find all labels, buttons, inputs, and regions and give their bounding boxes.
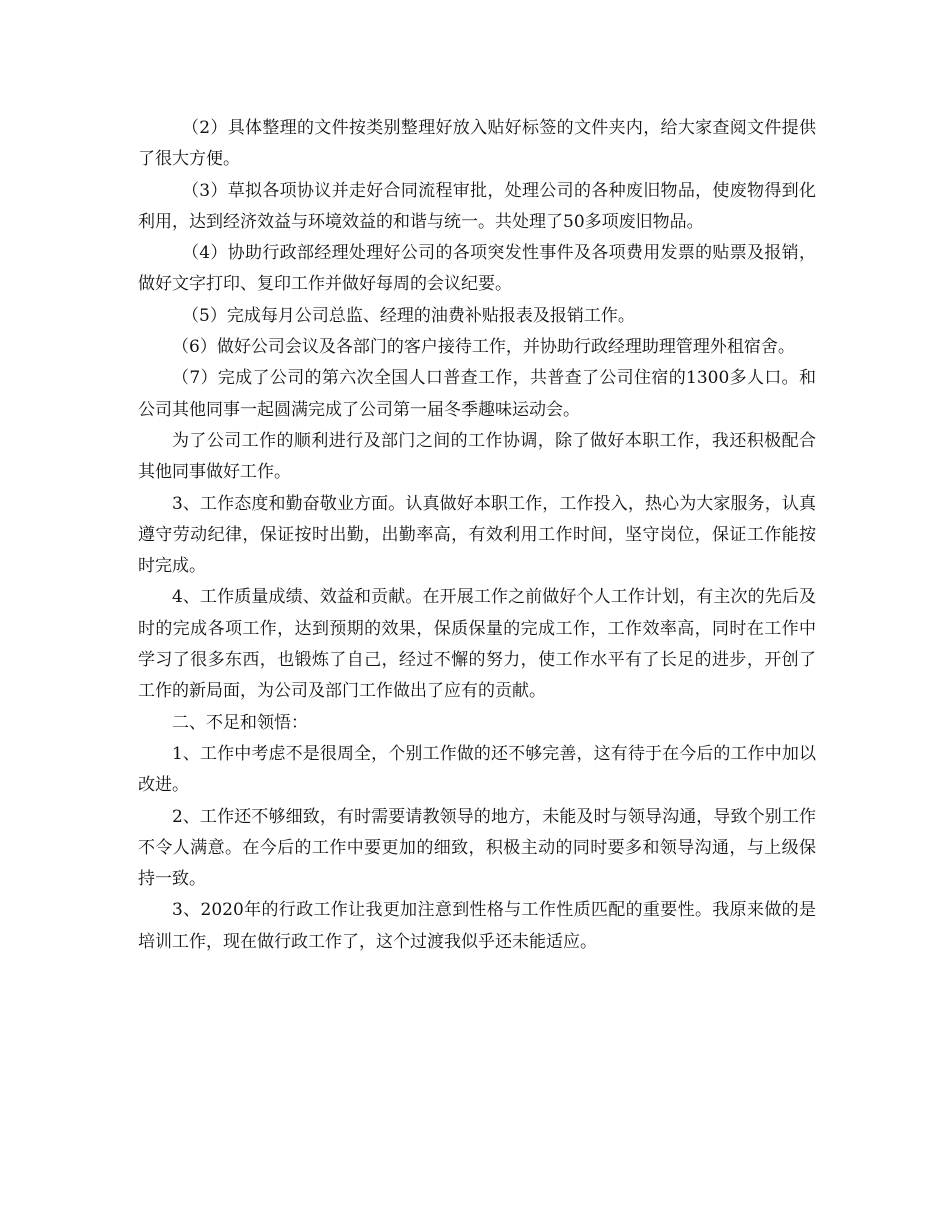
paragraph-item-6: （6）做好公司会议及各部门的客户接待工作，并协助行政经理助理管理外租宿舍。 xyxy=(172,337,795,358)
section-heading-shortcomings: 二、不足和领悟： xyxy=(172,712,308,733)
paragraph-quality: 4、工作质量成绩、效益和贡献。在开展工作之前做好个人工作计划，有主次的先后及时的完成各项工作，达到预期的效果，保质保量的完成工作，工作效率高，同时在工作中学习了很多东西，也锻炼了自己，经过不懈的努力，使工作水平有了长足的进步，开创了工作的新局面，为公司及部门工作做出了应有的贡献。 xyxy=(138,587,816,702)
document-page xyxy=(138,113,816,958)
paragraph-item-5: （5）完成每月公司总监、经理的油费补贴报表及报销工作。 xyxy=(182,305,635,326)
paragraph-shortcoming-2: 2、工作还不够细致，有时需要请教领导的地方，未能及时与领导沟通，导致个别工作不令人满意。在今后的工作中要更加的细致，积极主动的同时要多和领导沟通，与上级保持一致。 xyxy=(138,806,816,890)
paragraph-shortcoming-3: 3、2020年的行政工作让我更加注意到性格与工作性质匹配的重要性。我原来做的是培训工作，现在做行政工作了，这个过渡我似乎还未能适应。 xyxy=(138,900,816,952)
paragraph-item-3: （3）草拟各项协议并走好合同流程审批，处理公司的各种废旧物品，使废物得到化利用，达到经济效益与环境效益的和谐与统一。共处理了50多项废旧物品。 xyxy=(138,180,816,232)
paragraph-shortcoming-1: 1、工作中考虑不是很周全，个别工作做的还不够完善，这有待于在今后的工作中加以改进。 xyxy=(138,743,816,796)
paragraph-item-4: （4）协助行政部经理处理好公司的各项突发性事件及各项费用发票的贴票及报销，做好文字打印、复印工作并做好每周的会议纪要。 xyxy=(138,243,816,295)
paragraph-cooperation: 为了公司工作的顺利进行及部门之间的工作协调，除了做好本职工作，我还积极配合其他同事做好工作。 xyxy=(138,430,816,483)
paragraph-item-2: （2）具体整理的文件按类别整理好放入贴好标签的文件夹内，给大家查阅文件提供了很大方便。 xyxy=(138,118,816,170)
paragraph-attitude: 3、工作态度和勤奋敬业方面。认真做好本职工作，工作投入，热心为大家服务，认真遵守劳动纪律，保证按时出勤，出勤率高，有效利用工作时间，坚守岗位，保证工作能按时完成。 xyxy=(138,493,816,577)
paragraph-item-7: （7）完成了公司的第六次全国人口普查工作，共普查了公司住宿的1300多人口。和公司其他同事一起圆满完成了公司第一届冬季趣味运动会。 xyxy=(138,368,816,420)
